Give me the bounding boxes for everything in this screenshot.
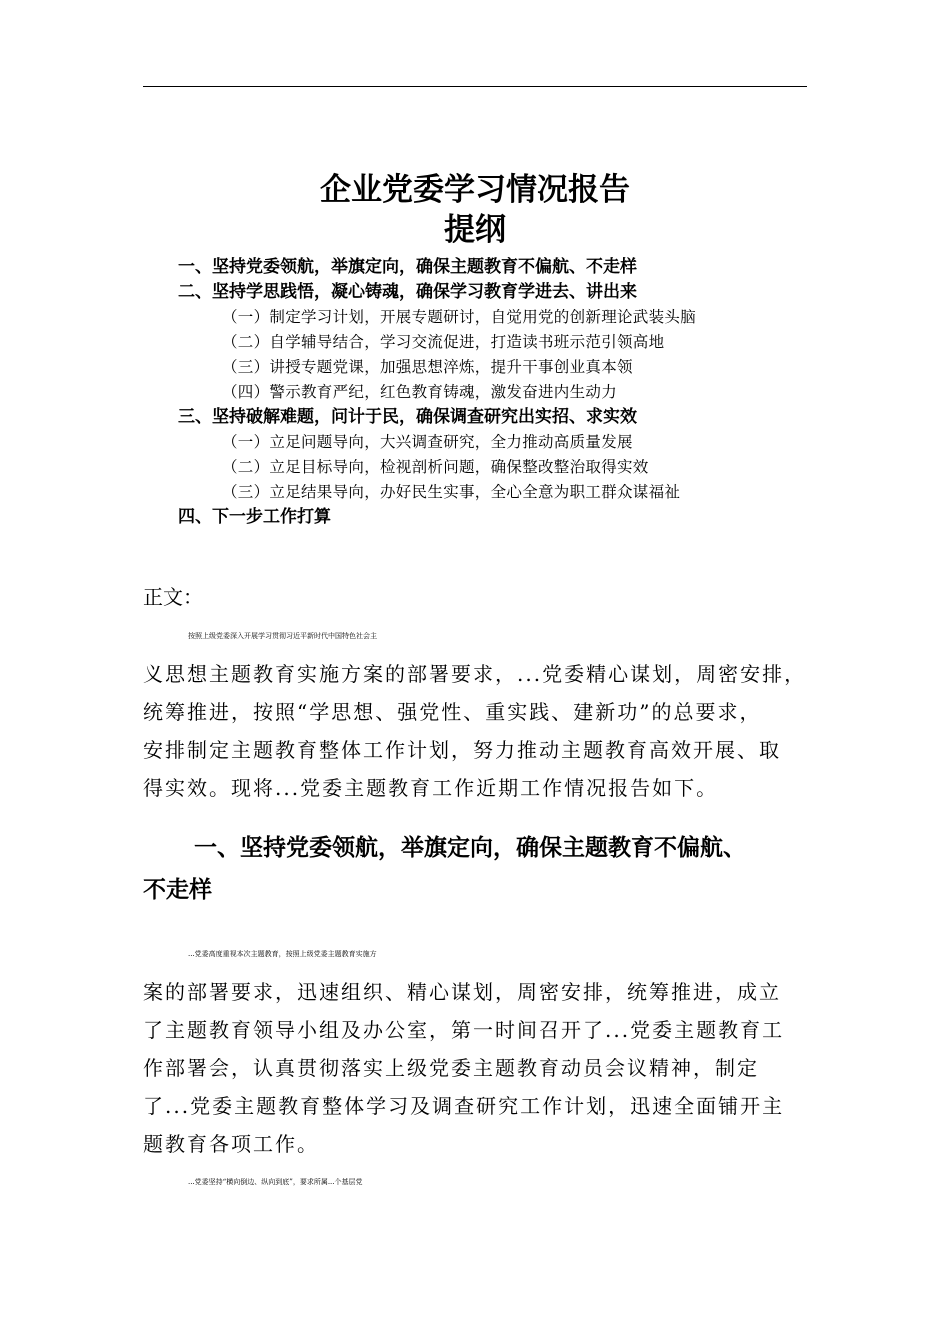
- section-heading-1-cont: 不走样: [143, 877, 212, 903]
- paragraph-line: ...党委高度重视本次主题教育，按照上级党委主题教育实施方: [188, 950, 377, 958]
- header-rule: [143, 86, 807, 87]
- intro-line: 义思想主题教育实施方案的部署要求，...党委精心谋划，周密安排，: [143, 662, 807, 686]
- outline-item-2-3: （三）讲授专题党课，加强思想淬炼，提升干事创业真本领: [222, 358, 633, 376]
- outline-item-3-3: （三）立足结果导向，办好民生实事，全心全意为职工群众谋福祉: [222, 483, 681, 501]
- intro-line: 得实效。现将...党委主题教育工作近期工作情况报告如下。: [143, 776, 719, 800]
- paragraph-line: 了...党委主题教育整体学习及调查研究工作计划，迅速全面铺开主: [143, 1094, 785, 1118]
- outline-item-2-4: （四）警示教育严纪，红色教育铸魂，激发奋进内生动力: [222, 383, 618, 401]
- paragraph-line: 题教育各项工作。: [143, 1132, 319, 1156]
- document-subtitle: 提纲: [444, 212, 506, 248]
- outline-item-2-2: （二）自学辅导结合，学习交流促进，打造读书班示范引领高地: [222, 333, 665, 351]
- paragraph-line: 案的部署要求，迅速组织、精心谋划，周密安排，统筹推进，成立: [143, 980, 781, 1004]
- outline-item-2-1: （一）制定学习计划，开展专题研讨，自觉用党的创新理论武装头脑: [222, 308, 697, 326]
- outline-section-1: 一、坚持党委领航，举旗定向，确保主题教育不偏航、不走样: [178, 257, 637, 277]
- paragraph-line: 了主题教育领导小组及办公室，第一时间召开了...党委主题教育工: [143, 1018, 785, 1042]
- outline-item-3-1: （一）立足问题导向，大兴调查研究，全力推动高质量发展: [222, 433, 633, 451]
- intro-line: 统筹推进，按照“学思想、强党性、重实践、建新功”的总要求，: [143, 700, 762, 724]
- paragraph-line: ...党委坚持“横向倒边、纵向到底”，要求所属...个基层党: [188, 1178, 363, 1186]
- outline-item-3-2: （二）立足目标导向，检视剖析问题，确保整改整治取得实效: [222, 458, 649, 476]
- outline-section-3: 三、坚持破解难题，问计于民，确保调查研究出实招、求实效: [178, 407, 637, 427]
- section-heading-1: 一、坚持党委领航，举旗定向，确保主题教育不偏航、: [194, 835, 746, 861]
- outline-section-2: 二、坚持学思践悟，凝心铸魂，确保学习教育学进去、讲出来: [178, 282, 637, 302]
- intro-line: 安排制定主题教育整体工作计划，努力推动主题教育高效开展、取: [143, 738, 781, 762]
- body-label: 正文：: [143, 585, 203, 609]
- document-title: 企业党委学习情况报告: [320, 172, 630, 208]
- intro-line: 按照上级党委深入开展学习贯彻习近平新时代中国特色社会主: [188, 632, 377, 640]
- outline-section-4: 四、下一步工作打算: [178, 507, 331, 527]
- paragraph-line: 作部署会，认真贯彻落实上级党委主题教育动员会议精神，制定: [143, 1056, 759, 1080]
